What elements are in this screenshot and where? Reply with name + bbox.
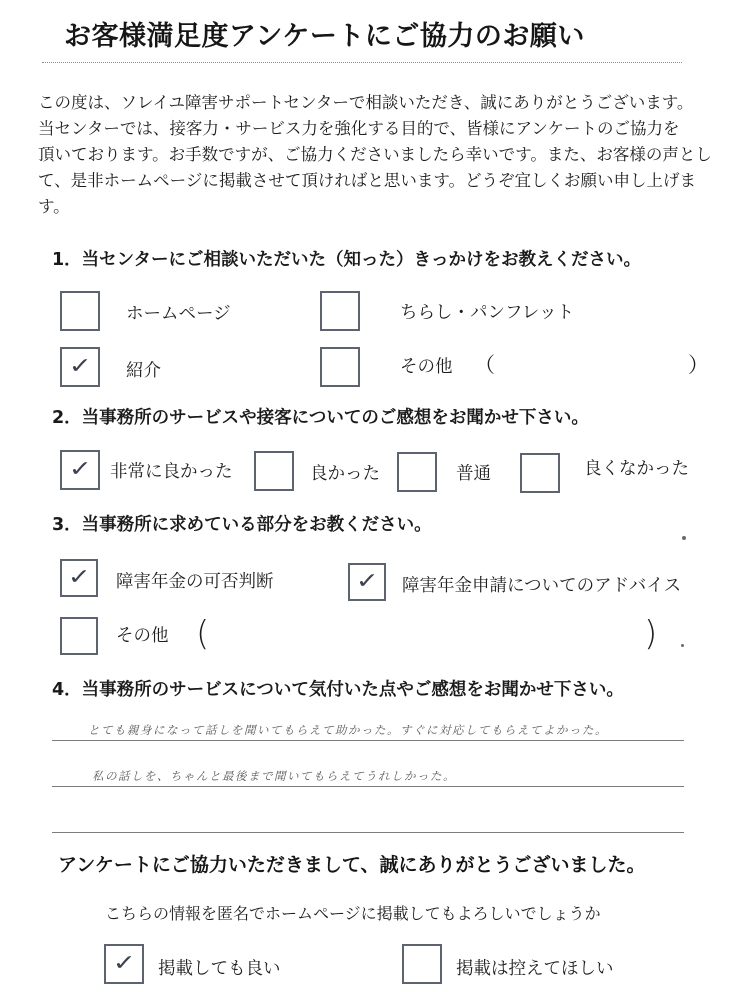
q1-other-checkbox[interactable] — [320, 347, 360, 387]
q2-not-good-label: 良くなかった — [584, 459, 689, 479]
q1-flyer-checkbox[interactable] — [320, 291, 360, 331]
title-divider — [42, 62, 682, 63]
intro-line: 当センターでは、接客力・サービス力を強化する目的で、皆様にアンケートのご協力を — [38, 119, 680, 138]
consent-allow-label: 掲載しても良い — [158, 959, 281, 979]
question-4: 4．当事務所のサービスについて気付いた点やご感想をお聞かせ下さい。 — [52, 680, 624, 700]
intro-line: て、是非ホームページに掲載させて頂ければと思います。どうぞ宜しくお願い申し上げま — [38, 171, 697, 190]
scan-speck — [681, 644, 684, 647]
q3-other-label: その他 — [116, 626, 169, 646]
answer-rule — [52, 786, 684, 787]
question-3: 3．当事務所に求めている部分をお教ください。 — [52, 515, 432, 535]
q2-very-good-checkbox[interactable] — [60, 450, 100, 490]
q3-advice-label: 障害年金申請についてのアドバイス — [402, 576, 682, 596]
q3-other-paren-open: ( — [196, 614, 210, 654]
q1-flyer-label: ちらし・パンフレット — [400, 303, 575, 323]
page-title: お客様満足度アンケートにご協力のお願い — [64, 21, 585, 52]
q1-referral-checkbox[interactable] — [60, 347, 100, 387]
check-mark-icon: ✓ — [355, 569, 379, 594]
consent-question: こちらの情報を匿名でホームページに掲載してもよろしいでしょうか — [105, 904, 601, 923]
check-mark-icon: ✓ — [68, 354, 92, 379]
check-mark-icon: ✓ — [68, 457, 92, 482]
q3-other-paren-close: ) — [644, 614, 658, 654]
check-mark-icon: ✓ — [112, 951, 136, 976]
q2-good-checkbox[interactable] — [254, 451, 294, 491]
q1-other-paren-close: ） — [688, 353, 709, 377]
q4-answer-line-2: 私の話しを、ちゃんと最後まで聞いてもらえてうれしかった。 — [92, 769, 456, 783]
q1-homepage-checkbox[interactable] — [60, 291, 100, 331]
q1-homepage-label: ホームページ — [126, 304, 231, 324]
scan-speck — [682, 536, 686, 540]
q1-other-paren-open: （ — [474, 353, 495, 377]
q2-very-good-label: 非常に良かった — [110, 462, 233, 482]
question-2: 2．当事務所のサービスや接客についてのご感想をお聞かせ下さい。 — [52, 408, 589, 428]
consent-decline-label: 掲載は控えてほしい — [456, 959, 614, 979]
q2-not-good-checkbox[interactable] — [520, 453, 560, 493]
q2-average-label: 普通 — [456, 464, 491, 484]
q1-referral-label: 紹介 — [126, 361, 161, 381]
consent-decline-checkbox[interactable] — [402, 944, 442, 984]
q3-eligibility-checkbox[interactable] — [60, 559, 98, 597]
intro-line: す。 — [38, 197, 70, 216]
question-1: 1．当センターにご相談いただいた（知った）きっかけをお教えください。 — [52, 250, 641, 270]
intro-line: 頂いております。お手数ですが、ご協力くださいましたら幸いです。また、お客様の声とし — [38, 145, 712, 164]
q3-advice-checkbox[interactable] — [348, 563, 386, 601]
consent-allow-checkbox[interactable] — [104, 944, 144, 984]
intro-line: この度は、ソレイユ障害サポートセンターで相談いただき、誠にありがとうございます。 — [38, 93, 694, 112]
q2-good-label: 良かった — [310, 464, 380, 484]
q1-other-label: その他 — [400, 357, 453, 377]
answer-rule — [52, 740, 684, 741]
closing-message: アンケートにご協力いただきまして、誠にありがとうございました。 — [58, 854, 646, 876]
q3-eligibility-label: 障害年金の可否判断 — [116, 572, 274, 592]
answer-rule — [52, 832, 684, 833]
intro-paragraph — [38, 90, 718, 220]
q3-other-checkbox[interactable] — [60, 617, 98, 655]
q2-average-checkbox[interactable] — [397, 452, 437, 492]
check-mark-icon: ✓ — [67, 565, 91, 590]
q4-answer-line-1: とても親身になって話しを聞いてもらえて助かった。すぐに対応してもらえてよかった。 — [88, 723, 608, 737]
